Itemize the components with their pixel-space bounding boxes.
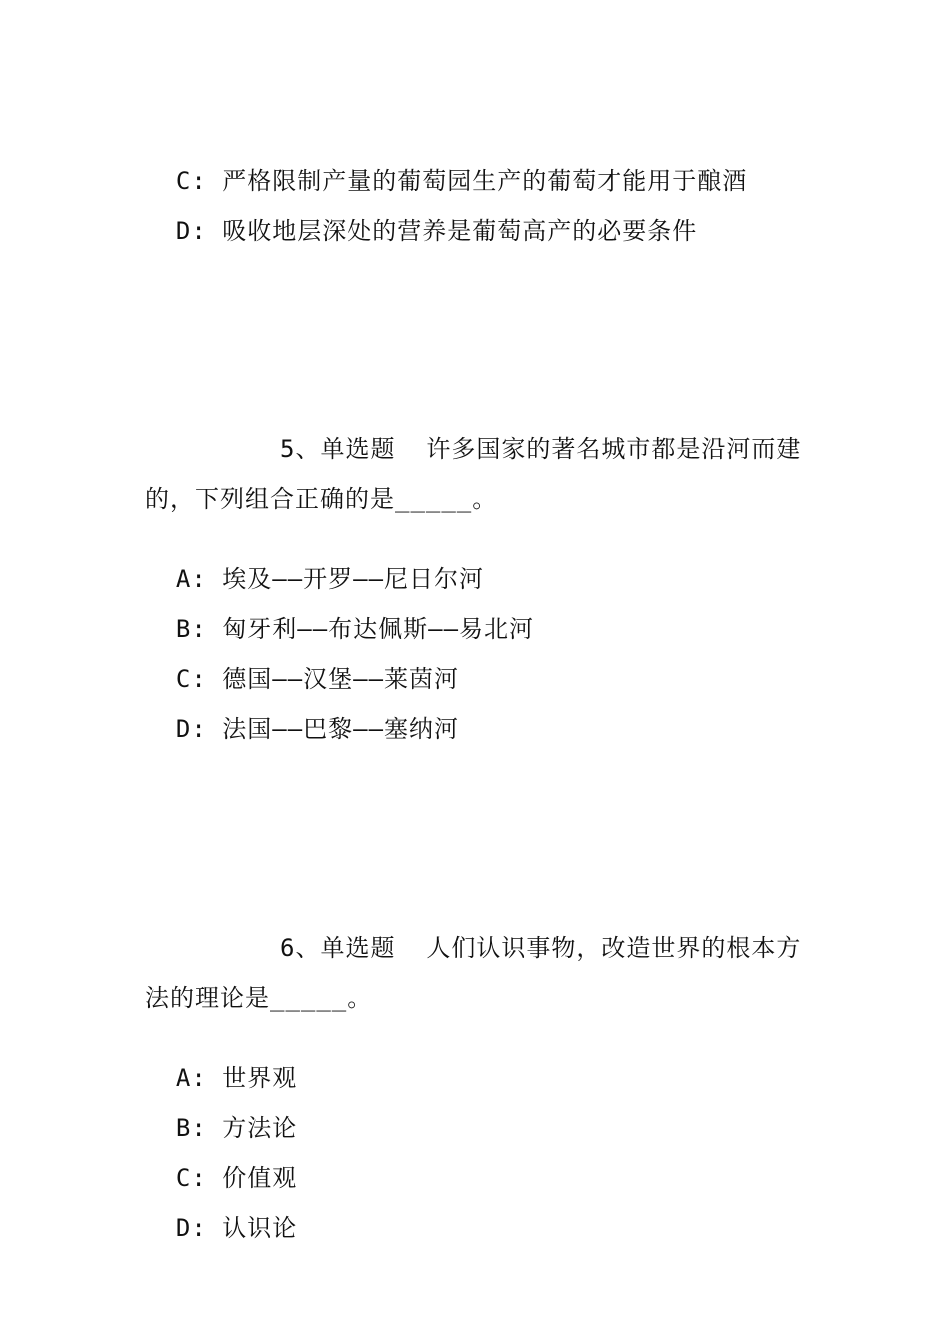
option-label: D	[175, 1214, 192, 1242]
option-separator: :	[191, 217, 223, 245]
prev-option-d	[145, 186, 697, 246]
option-text: 世界观	[222, 1064, 298, 1092]
option-separator: :	[191, 715, 223, 743]
option-separator: :	[191, 1064, 223, 1092]
option-label: B	[175, 1114, 192, 1142]
question-6-header: 6、单选题 人们认识事物，改造世界的根本方	[280, 934, 802, 962]
question-5-option-d	[145, 684, 459, 744]
option-label: C	[175, 665, 192, 693]
option-text: 德国——汉堡——莱茵河	[222, 665, 460, 693]
option-separator: :	[191, 1164, 223, 1192]
option-text: 方法论	[222, 1114, 298, 1142]
option-separator: :	[191, 167, 223, 195]
option-separator: :	[191, 1214, 223, 1242]
option-separator: :	[191, 665, 223, 693]
option-text: 吸收地层深处的营养是葡萄高产的必要条件	[222, 217, 698, 245]
question-6-continuation: 法的理论是_____。	[145, 984, 373, 1012]
question-6-option-d	[145, 1183, 297, 1243]
question-5-continuation: 的，下列组合正确的是_____。	[145, 485, 498, 513]
option-text: 认识论	[222, 1214, 298, 1242]
option-label: C	[175, 1164, 192, 1192]
option-separator: :	[191, 1114, 223, 1142]
option-text: 价值观	[222, 1164, 298, 1192]
option-label: D	[175, 217, 192, 245]
question-5-header: 5、单选题 许多国家的著名城市都是沿河而建	[280, 435, 802, 463]
option-text: 埃及——开罗——尼日尔河	[222, 565, 485, 593]
option-label: A	[175, 565, 192, 593]
option-label: A	[175, 1064, 192, 1092]
option-separator: :	[191, 615, 223, 643]
option-text: 严格限制产量的葡萄园生产的葡萄才能用于酿酒	[222, 167, 748, 195]
option-label: B	[175, 615, 192, 643]
option-text: 法国——巴黎——塞纳河	[222, 715, 460, 743]
option-label: C	[175, 167, 192, 195]
option-label: D	[175, 715, 192, 743]
option-text: 匈牙利——布达佩斯——易北河	[222, 615, 535, 643]
option-separator: :	[191, 565, 223, 593]
